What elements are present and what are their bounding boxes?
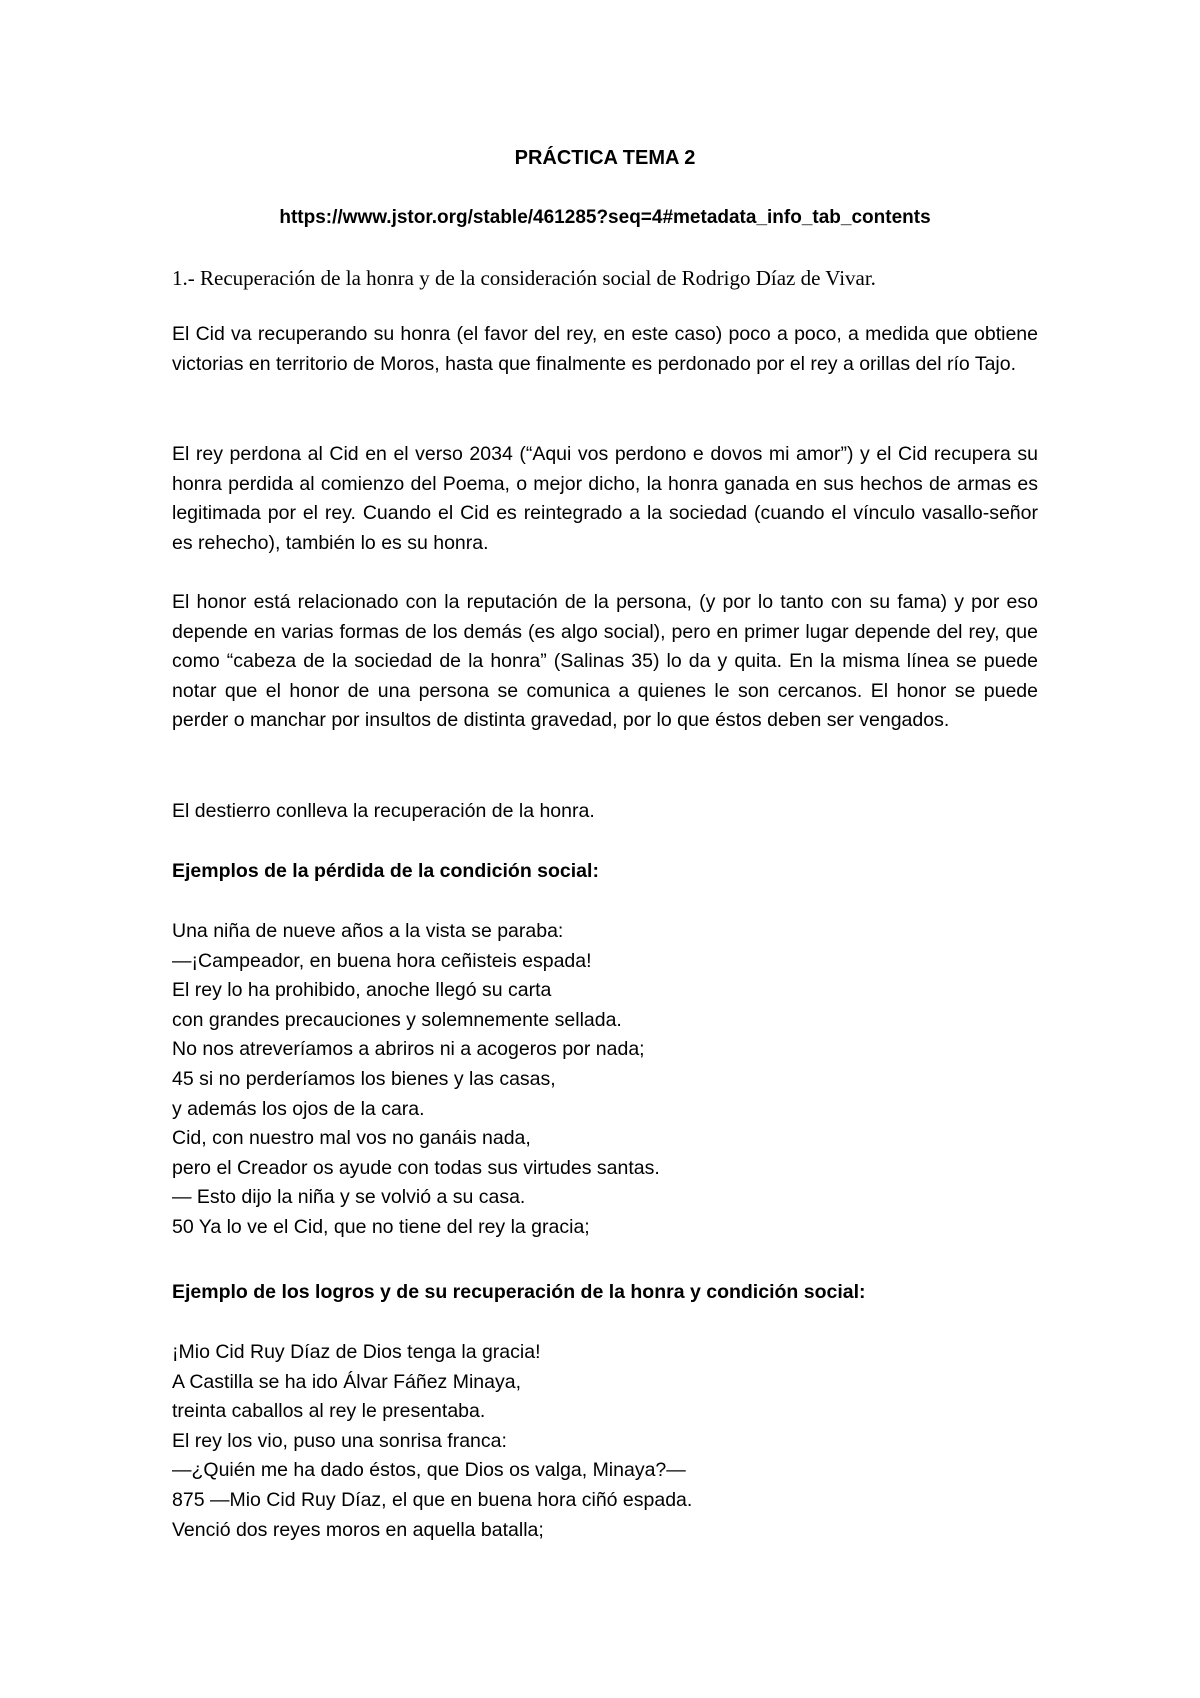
verse-line: pero el Creador os ayude con todas sus virtudes santas. <box>172 1156 660 1179</box>
verse-line: treinta caballos al rey le presentaba. <box>172 1400 486 1423</box>
section-title-recovery: Ejemplo de los logros y de su recuperación de la honra y condición social: <box>172 1281 866 1303</box>
verse-line: A Castilla se ha ido Álvar Fáñez Minaya, <box>172 1370 522 1393</box>
verse-line: y además los ojos de la cara. <box>172 1097 425 1120</box>
verse-line: ¡Mio Cid Ruy Díaz de Dios tenga la gracia! <box>172 1341 541 1363</box>
paragraph: El honor está relacionado con la reputación de la persona, (y por lo tanto con su fama) y por eso depende en varias formas de los demás (es algo social), pero en primer lugar depende del rey, que como “cabeza de la sociedad de la honra” (Salinas 35) lo da y quita. En la misma línea se puede notar que el honor de una persona se comunica a quienes le son cercanos. El honor se puede perder o manchar por insultos de distinta gravedad, por lo que éstos deben ser vengados. <box>172 591 1038 732</box>
verse-line: 875 —Mio Cid Ruy Díaz, el que en buena hora ciñó espada. <box>172 1488 693 1511</box>
verse-line: Cid, con nuestro mal vos no ganáis nada, <box>172 1127 531 1150</box>
verse-line: — Esto dijo la niña y se volvió a su casa. <box>172 1186 526 1209</box>
paragraph: El destierro conlleva la recuperación de la honra. <box>172 800 595 822</box>
source-url: https://www.jstor.org/stable/461285?seq=4#metadata_info_tab_contents <box>279 207 931 228</box>
verse-line: El rey los vio, puso una sonrisa franca: <box>172 1429 507 1452</box>
verse-block-recovery <box>172 1338 1038 1545</box>
paragraph: El rey perdona al Cid en el verso 2034 (“Aqui vos perdono e dovos mi amor”) y el Cid recupera su honra perdida al comienzo del Poema, o mejor dicho, la honra ganada en sus hechos de armas es legitimada por el rey. Cuando el Cid es reintegrado a la sociedad (cuando el vínculo vasallo-señor es rehecho), también lo es su honra. <box>172 443 1038 554</box>
verse-block-loss <box>172 917 1038 1243</box>
verse-line: El rey lo ha prohibido, anoche llegó su carta <box>172 979 552 1002</box>
paragraph: El Cid va recuperando su honra (el favor del rey, en este caso) poco a poco, a medida que obtiene victorias en territorio de Moros, hasta que finalmente es perdonado por el rey a orillas del río Tajo. <box>172 323 1038 375</box>
page-title: PRÁCTICA TEMA 2 <box>514 147 696 169</box>
verse-line: 50 Ya lo ve el Cid, que no tiene del rey la gracia; <box>172 1215 590 1238</box>
question-heading: 1.- Recuperación de la honra y de la consideración social de Rodrigo Díaz de Vivar. <box>172 266 876 290</box>
verse-line: —¡Campeador, en buena hora ceñisteis espada! <box>172 949 592 972</box>
verse-line: con grandes precauciones y solemnemente sellada. <box>172 1008 622 1031</box>
verse-line: Venció dos reyes moros en aquella batalla; <box>172 1518 544 1541</box>
verse-line: 45 si no perderíamos los bienes y las casas, <box>172 1067 556 1090</box>
verse-line: Una niña de nueve años a la vista se paraba: <box>172 920 564 942</box>
verse-line: No nos atreveríamos a abriros ni a acogeros por nada; <box>172 1038 645 1061</box>
verse-line: —¿Quién me ha dado éstos, que Dios os valga, Minaya?— <box>172 1459 686 1482</box>
section-title-loss: Ejemplos de la pérdida de la condición social: <box>172 860 599 882</box>
